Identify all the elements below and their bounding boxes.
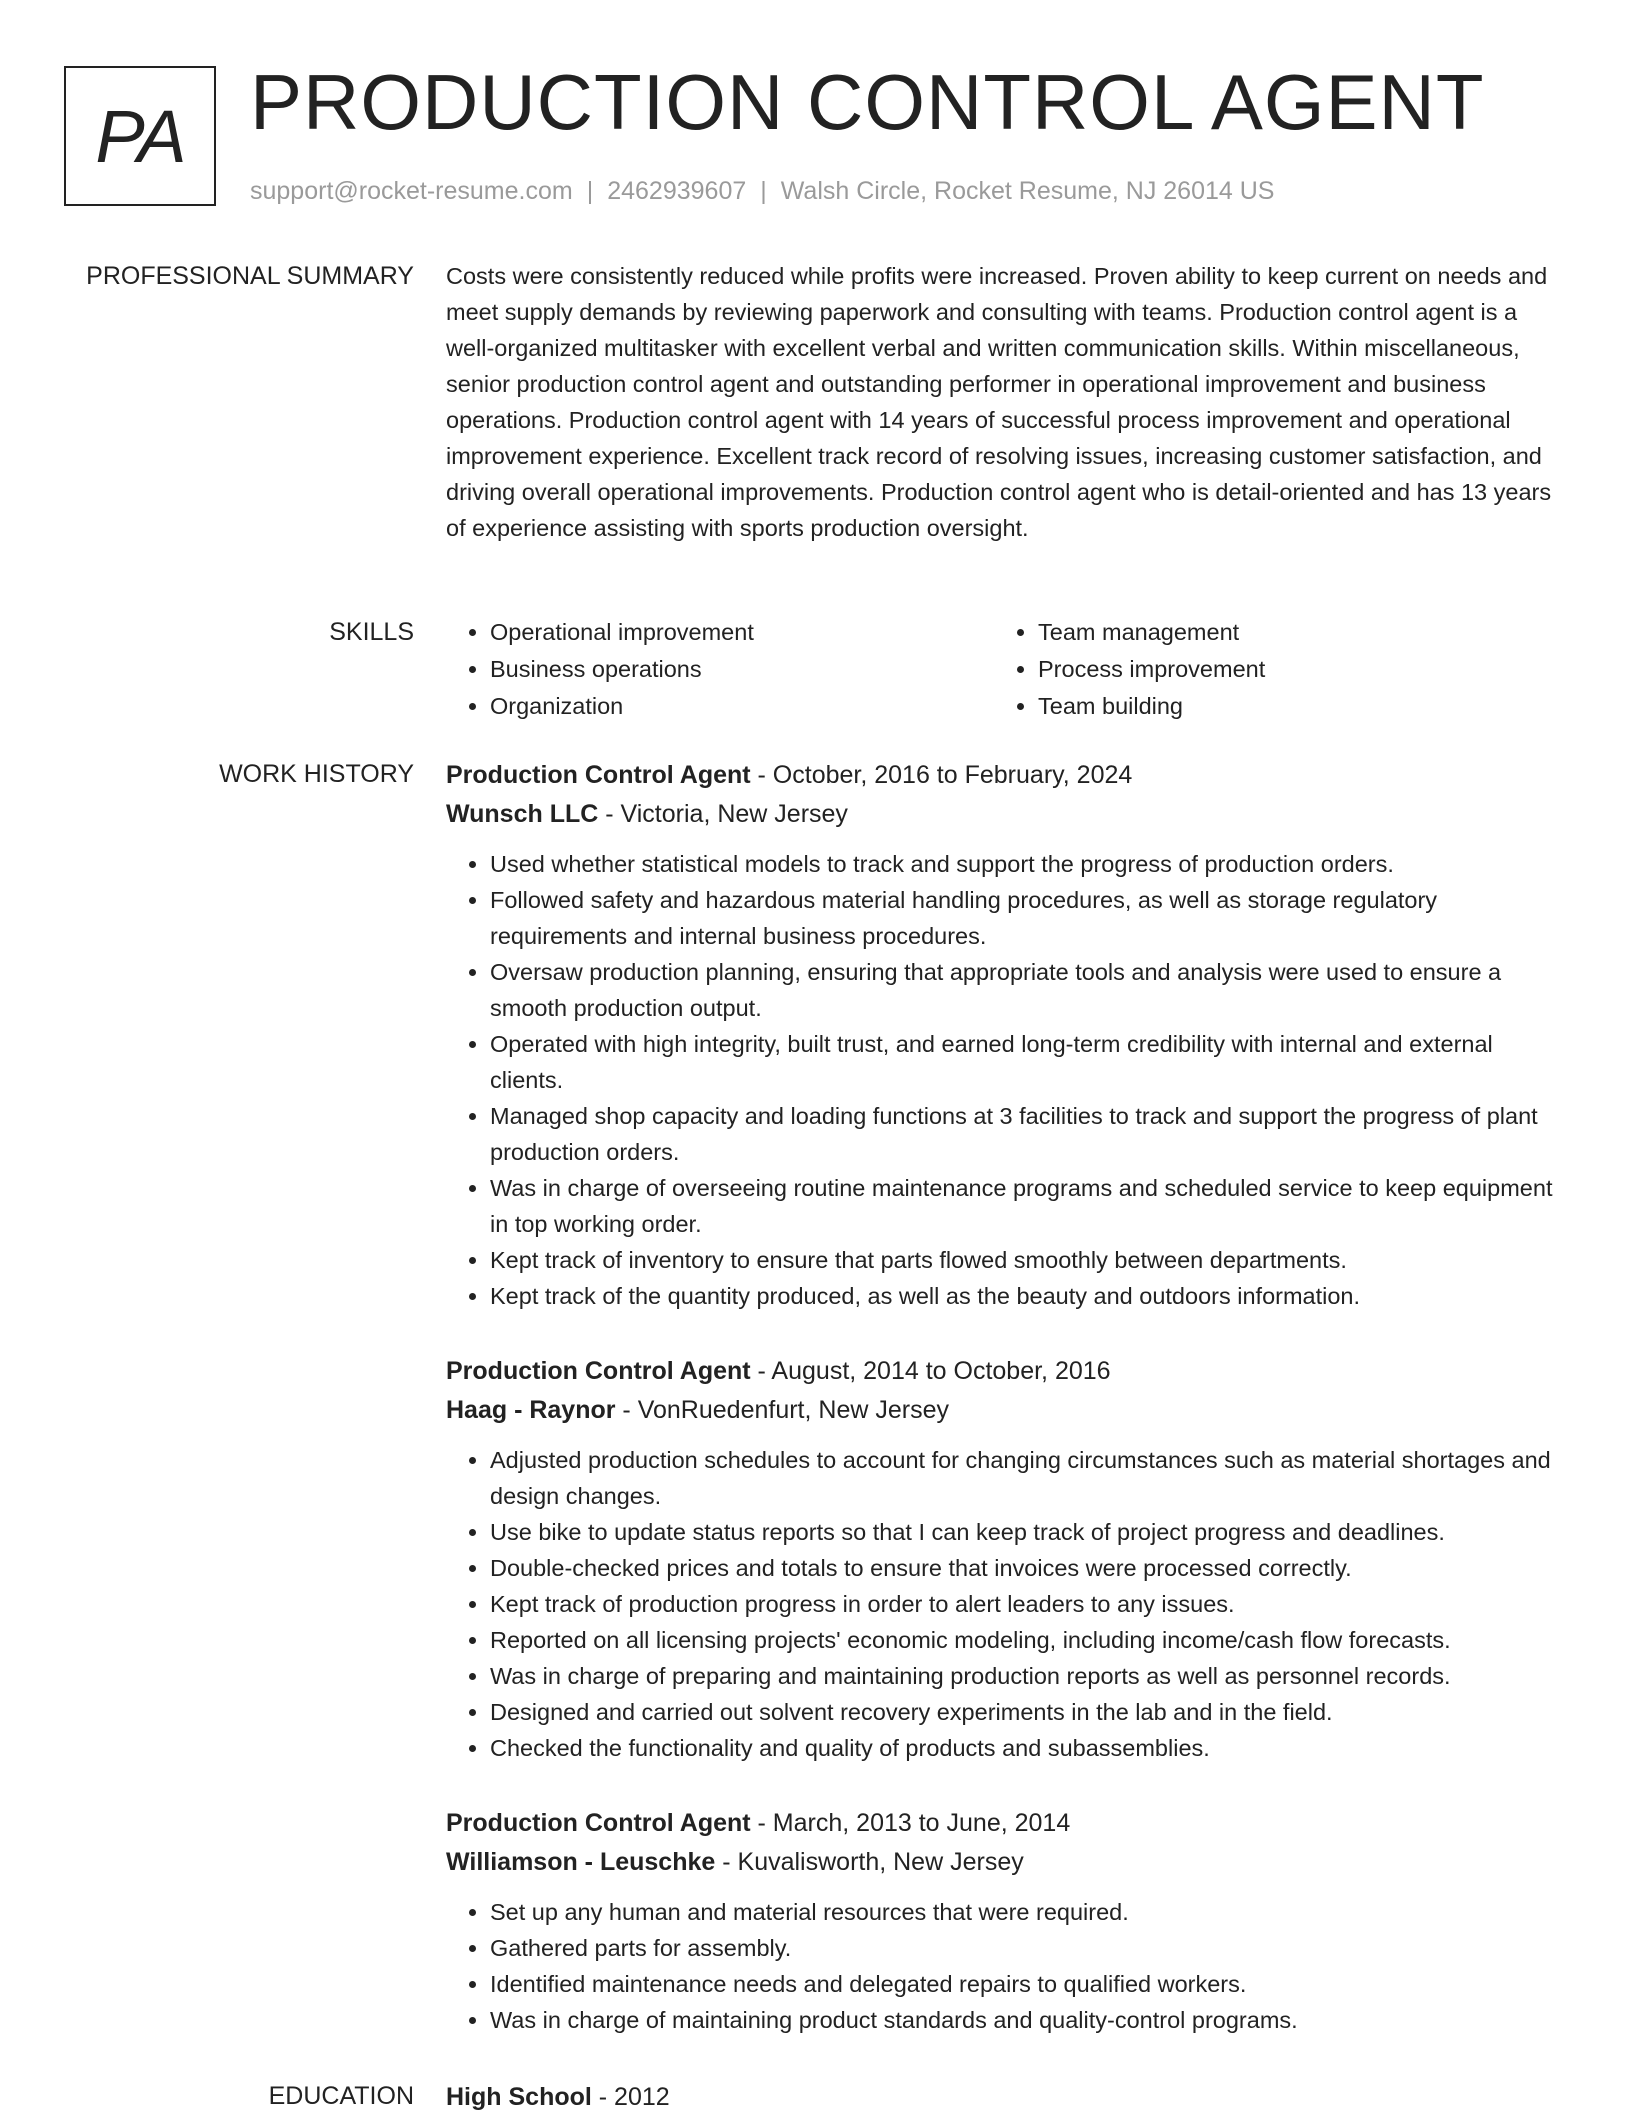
job-bullet: • Gathered parts for assembly. <box>490 1930 1566 1966</box>
education-degree: High School <box>446 2083 592 2111</box>
job-dates: - August, 2014 to October, 2016 <box>750 1357 1111 1385</box>
job-bullet: • Reported on all licensing projects' economic modeling, including income/cash flow forecasts. <box>490 1622 1566 1658</box>
job-bullet: • Oversaw production planning, ensuring that appropriate tools and analysis were used to ensure a smooth production output. <box>490 954 1566 1026</box>
contact-separator: | <box>760 177 767 205</box>
contact-line <box>250 175 1274 207</box>
skill-item: • Team management <box>1038 614 1542 651</box>
education-heading: EDUCATION <box>268 2082 414 2110</box>
job-location: - Kuvalisworth, New Jersey <box>715 1848 1024 1876</box>
job-bullet: • Kept track of production progress in order to alert leaders to any issues. <box>490 1586 1566 1622</box>
job-bullet: • Kept track of the quantity produced, as well as the beauty and outdoors information. <box>490 1278 1566 1314</box>
skills-heading: SKILLS <box>329 618 414 646</box>
monogram-box <box>64 66 216 206</box>
skill-item: • Business operations <box>490 651 994 688</box>
contact-phone: 2462939607 <box>607 177 747 205</box>
job-company: Haag - Raynor <box>446 1396 616 1424</box>
contact-email: support@rocket-resume.com <box>250 177 573 205</box>
monogram-initials: PA <box>95 94 185 178</box>
job-dates: - October, 2016 to February, 2024 <box>750 761 1133 789</box>
job-company-line <box>446 795 1566 834</box>
job-location: - Victoria, New Jersey <box>598 800 848 828</box>
job-bullet: • Operated with high integrity, built trust, and earned long-term credibility with internal and external clients. <box>490 1026 1566 1098</box>
contact-separator: | <box>586 177 594 205</box>
job-bullet: • Set up any human and material resources that were required. <box>490 1894 1566 1930</box>
job-company-line <box>446 1843 1566 1882</box>
job-company: Williamson - Leuschke <box>446 1848 716 1876</box>
job-title: Production Control Agent <box>446 1357 751 1385</box>
skill-item: • Organization <box>490 688 994 725</box>
job-bullet: • Adjusted production schedules to account for changing circumstances such as material shortages and design changes. <box>490 1442 1566 1514</box>
job-bullet: • Designed and carried out solvent recovery experiments in the lab and in the field. <box>490 1694 1566 1730</box>
job-bullet: • Was in charge of maintaining product standards and quality-control programs. <box>490 2002 1566 2038</box>
work-history-heading: WORK HISTORY <box>219 760 414 788</box>
job-bullet: • Identified maintenance needs and delegated repairs to qualified workers. <box>490 1966 1566 2002</box>
job-title-line <box>446 1352 1566 1391</box>
job-location: - VonRuedenfurt, New Jersey <box>615 1396 949 1424</box>
job-dates: - March, 2013 to June, 2014 <box>750 1809 1071 1837</box>
job-title: Production Control Agent <box>446 1809 751 1837</box>
summary-text: Costs were consistently reduced while profits were increased. Proven ability to keep current on needs and meet supply demands by reviewing paperwork and consulting with teams. Production control agent is a well-organized multitasker with excellent verbal and written communication skills. Within miscellaneous, senior production control agent and outstanding performer in operational improvement and business operations. Production control agent with 14 years of successful process improvement and operational improvement experience. Excellent track record of resolving issues, increasing customer satisfaction, and driving overall operational improvements. Production control agent who is detail-oriented and has 13 years of experience assisting with sports production oversight. <box>446 263 1552 541</box>
education-line <box>446 2078 1566 2117</box>
job-company-line <box>446 1391 1566 1430</box>
job-bullet: • Was in charge of overseeing routine maintenance programs and scheduled service to keep equipment in top working order. <box>490 1170 1566 1242</box>
resume-name-title: PRODUCTION CONTROL AGENT <box>250 58 1485 146</box>
skills-grid <box>446 614 1546 725</box>
skills-body <box>446 614 1566 725</box>
skills-column-right <box>994 614 1542 725</box>
summary-heading: PROFESSIONAL SUMMARY <box>86 262 414 290</box>
job-bullets <box>446 846 1566 1314</box>
job-bullet: • Kept track of inventory to ensure that parts flowed smoothly between departments. <box>490 1242 1566 1278</box>
job-bullet: • Followed safety and hazardous material handling procedures, as well as storage regulatory requirements and internal business procedures. <box>490 882 1566 954</box>
job-bullet: • Used whether statistical models to track and support the progress of production orders. <box>490 846 1566 882</box>
job-title-line <box>446 1804 1566 1843</box>
skills-column-left <box>446 614 994 725</box>
education-year: - 2012 <box>591 2083 670 2111</box>
job-company: Wunsch LLC <box>446 800 599 828</box>
job-bullet: • Use bike to update status reports so that I can keep track of project progress and deadlines. <box>490 1514 1566 1550</box>
job-title-line <box>446 756 1566 795</box>
job-bullet: • Double-checked prices and totals to ensure that invoices were processed correctly. <box>490 1550 1566 1586</box>
skill-item: • Operational improvement <box>490 614 994 651</box>
skill-item: • Team building <box>1038 688 1542 725</box>
job-bullet: • Managed shop capacity and loading functions at 3 facilities to track and support the progress of plant production orders. <box>490 1098 1566 1170</box>
skill-item: • Process improvement <box>1038 651 1542 688</box>
job-title: Production Control Agent <box>446 761 751 789</box>
job-bullets <box>446 1894 1566 2038</box>
job-bullets <box>446 1442 1566 1766</box>
job-bullet: • Checked the functionality and quality of products and subassemblies. <box>490 1730 1566 1766</box>
contact-address: Walsh Circle, Rocket Resume, NJ 26014 US <box>780 177 1275 205</box>
job-bullet: • Was in charge of preparing and maintaining production reports as well as personnel records. <box>490 1658 1566 1694</box>
summary-body <box>446 258 1566 546</box>
